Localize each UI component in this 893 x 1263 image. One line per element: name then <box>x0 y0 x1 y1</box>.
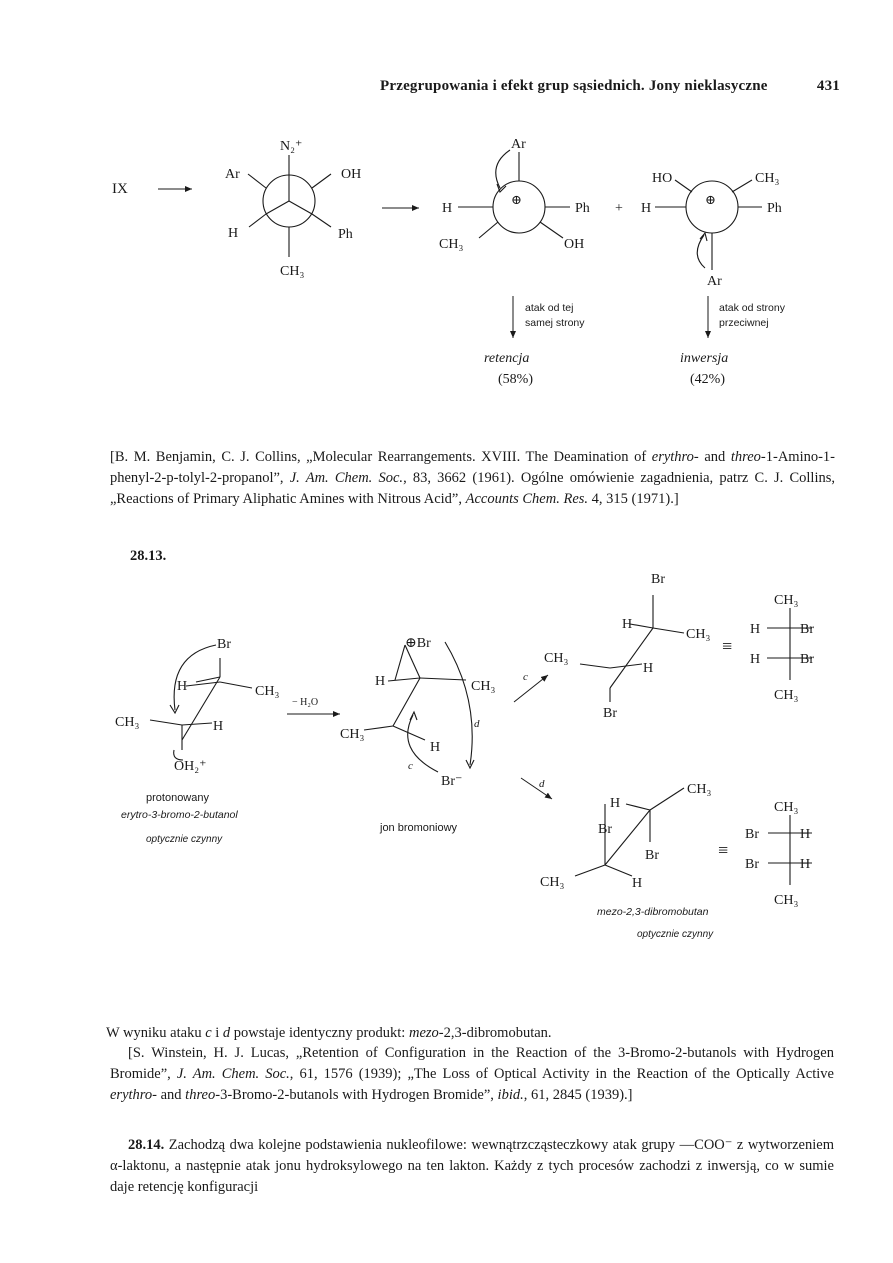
d-label-path: d <box>539 778 545 790</box>
ch3-fd1: CH₃ <box>774 800 799 815</box>
br-fd1: Br <box>745 827 759 842</box>
h-fc1: H <box>750 622 761 637</box>
label-a-line1: protonowany <box>146 792 209 804</box>
protonated-bromobutanol <box>150 645 252 760</box>
path-left-line1: atak od tej <box>525 302 574 314</box>
br-d2: Br <box>645 848 659 863</box>
br-minus: Br⁻ <box>441 774 463 789</box>
ho-label-3: HO <box>652 171 673 186</box>
ref1-journal-2: Accounts Chem. Res. <box>465 491 589 507</box>
ch3-label-1: CH₃ <box>280 264 305 279</box>
br-d1: Br <box>598 822 612 837</box>
ch3-fc2: CH₃ <box>774 688 799 703</box>
section-number-2813: 28.13. <box>130 548 167 564</box>
c-label-path: c <box>523 671 528 683</box>
oh-label-2: OH <box>564 237 585 252</box>
ch3-d2: CH₃ <box>540 875 565 890</box>
h-a1: H <box>177 679 188 694</box>
section-number-2814: 28.14. <box>128 1137 165 1153</box>
ref2-d: -3-Bromo-2-butanols with Hydrogen Bromide”, <box>215 1087 498 1103</box>
ph-label-1: Ph <box>338 227 353 242</box>
newman-projection-1 <box>248 155 331 257</box>
h-label-2: H <box>442 201 453 216</box>
br-plus: ⊕Br <box>405 636 431 651</box>
oh-label-1: OH <box>341 167 362 182</box>
label-c-line2: optycznie czynny <box>637 929 714 940</box>
plus-sign: + <box>615 201 623 216</box>
ref1-part-a: [B. M. Benjamin, C. J. Collins, „Molecular Rearrangements. XVIII. The Deamination of <box>110 449 652 465</box>
minus-h2o: − H₂O <box>292 697 319 708</box>
br-c2: Br <box>603 706 617 721</box>
h-fd2: H <box>800 857 811 872</box>
ref2-e: , 61, 2845 (1939).] <box>523 1087 633 1103</box>
ch3-b2: CH₃ <box>340 727 365 742</box>
ch3-c2: CH₃ <box>544 651 569 666</box>
fischer-projection-c <box>767 608 812 680</box>
h-c2: H <box>643 661 654 676</box>
label-a-line2: erytro-3-bromo-2-butanol <box>121 809 238 821</box>
ref1-part-b: and <box>698 449 731 465</box>
n2-group: N₂⁺ <box>280 139 303 154</box>
scheme-deamination <box>0 0 893 440</box>
result-retention-pct: (58%) <box>498 372 533 387</box>
ph-label-2: Ph <box>575 201 590 216</box>
ch3-a1: CH₃ <box>255 684 280 699</box>
ref1-journal-1: J. Am. Chem. Soc. <box>289 470 404 486</box>
text2-d: d <box>222 1025 231 1041</box>
ref1-part-d: , 83, 3662 (1961). Ogólne omówienie zagadnienia, patrz C. J. Collins, „Reactions of Primary Aliphatic Amines with Nitrous Acid”, <box>110 470 835 507</box>
ch3-d1: CH₃ <box>687 782 712 797</box>
ref2-c: and <box>156 1087 186 1103</box>
ref1-erythro: erythro- <box>651 449 699 465</box>
h-d1: H <box>610 796 621 811</box>
ref2-a: [S. Winstein, H. J. Lucas, „Retention of Configuration in the Reaction of the 3-Bromo-2-butanols with Hydrogen Bromide”, <box>110 1045 834 1082</box>
reference-1 <box>110 447 835 510</box>
plus-circle-3: ⊕ <box>705 192 716 207</box>
h-b2: H <box>430 740 441 755</box>
ref1-part-c: -1-Amino-1-phenyl-2-p-tolyl-2-propanol”, <box>110 449 836 486</box>
text2-f: -2,3-dibromobutan. <box>438 1025 552 1041</box>
reference-2 <box>110 1043 834 1106</box>
product-c-sawhorse <box>580 595 684 702</box>
page-number: 431 <box>816 78 840 94</box>
ar-label-3: Ar <box>707 274 722 289</box>
arrow-c <box>514 675 548 702</box>
ref1-part-e: 4, 315 (1971).] <box>588 491 679 507</box>
ch3-label-2: CH₃ <box>439 237 464 252</box>
ref2-journal: J. Am. Chem. Soc. <box>176 1066 290 1082</box>
text2-b: i <box>211 1025 223 1041</box>
ref2-erythro: erythro- <box>110 1087 157 1103</box>
h-d2: H <box>632 876 643 891</box>
product-d-sawhorse <box>575 788 684 876</box>
ref1-threo: threo <box>730 449 761 465</box>
br-fd2: Br <box>745 857 759 872</box>
ch3-label-3: CH₃ <box>755 171 780 186</box>
result-inversion-pct: (42%) <box>690 372 725 387</box>
compound-ix-label: IX <box>112 181 128 197</box>
oh2-a: OH₂⁺ <box>174 759 207 774</box>
h-b1: H <box>375 674 386 689</box>
br-fc2: Br <box>800 652 814 667</box>
c-label-b: c <box>408 760 413 772</box>
d-label-b: d <box>474 718 480 730</box>
scheme-bromonium <box>0 560 893 980</box>
h-c1: H <box>622 617 633 632</box>
bromonium-ion <box>364 642 474 772</box>
equiv-d: ≡ <box>718 840 729 860</box>
result-inversion: inwersja <box>680 351 729 366</box>
text2-a: W wyniku ataku <box>106 1025 206 1041</box>
ar-label-1: Ar <box>225 167 240 182</box>
ch3-c1: CH₃ <box>686 627 711 642</box>
br-c1: Br <box>651 572 665 587</box>
path-right-line1: atak od strony <box>719 302 785 314</box>
ref2-b: , 61, 1576 (1939); „The Loss of Optical Activity in the Reaction of the Optically Active <box>289 1066 834 1082</box>
ch3-fd2: CH₃ <box>774 893 799 908</box>
paragraph-2814 <box>110 1135 834 1198</box>
ch3-fc1: CH₃ <box>774 593 799 608</box>
text2-c: c <box>205 1025 212 1041</box>
plus-circle-2: ⊕ <box>511 192 522 207</box>
text2-e: powstaje identyczny produkt: <box>230 1025 409 1041</box>
path-right-line2: przeciwnej <box>719 317 769 329</box>
h-a2: H <box>213 719 224 734</box>
h-fc2: H <box>750 652 761 667</box>
label-b: jon bromoniowy <box>380 822 458 834</box>
ref2-threo: threo <box>185 1087 216 1103</box>
arrow-d <box>521 778 552 799</box>
ph-label-3: Ph <box>767 201 782 216</box>
label-c-line1: mezo-2,3-dibromobutan <box>597 906 709 918</box>
path-left-line2: samej strony <box>525 317 585 329</box>
ch3-a2: CH₃ <box>115 715 140 730</box>
ch3-b1: CH₃ <box>471 679 496 694</box>
equiv-c: ≡ <box>722 636 733 656</box>
ref2-ibid: ibid. <box>497 1087 524 1103</box>
text3-body: Zachodzą dwa kolejne podstawienia nukleofilowe: wewnątrzcząsteczkowy atak grupy —COO⁻ z wytworzeniem α-laktonu, a następnie atak jonu hydroksylowego na ten lakton. Każdy z tych procesów zachodzi z inwersją, co w sumie daje retencję konfiguracji <box>110 1137 834 1195</box>
label-a-line3: optycznie czynny <box>146 834 223 845</box>
h-label-1: H <box>228 226 239 241</box>
br-a: Br <box>217 637 231 652</box>
ar-label-2: Ar <box>511 137 526 152</box>
text2-mezo: mezo <box>408 1025 439 1041</box>
paragraph-result <box>106 1023 834 1044</box>
fischer-projection-d <box>768 815 812 885</box>
br-fc1: Br <box>800 622 814 637</box>
result-retention: retencja <box>484 351 530 366</box>
header-title: Przegrupowania i efekt grup sąsiednich. Jony nieklasyczne <box>380 78 768 94</box>
h-label-3: H <box>641 201 652 216</box>
h-fd1: H <box>800 827 811 842</box>
